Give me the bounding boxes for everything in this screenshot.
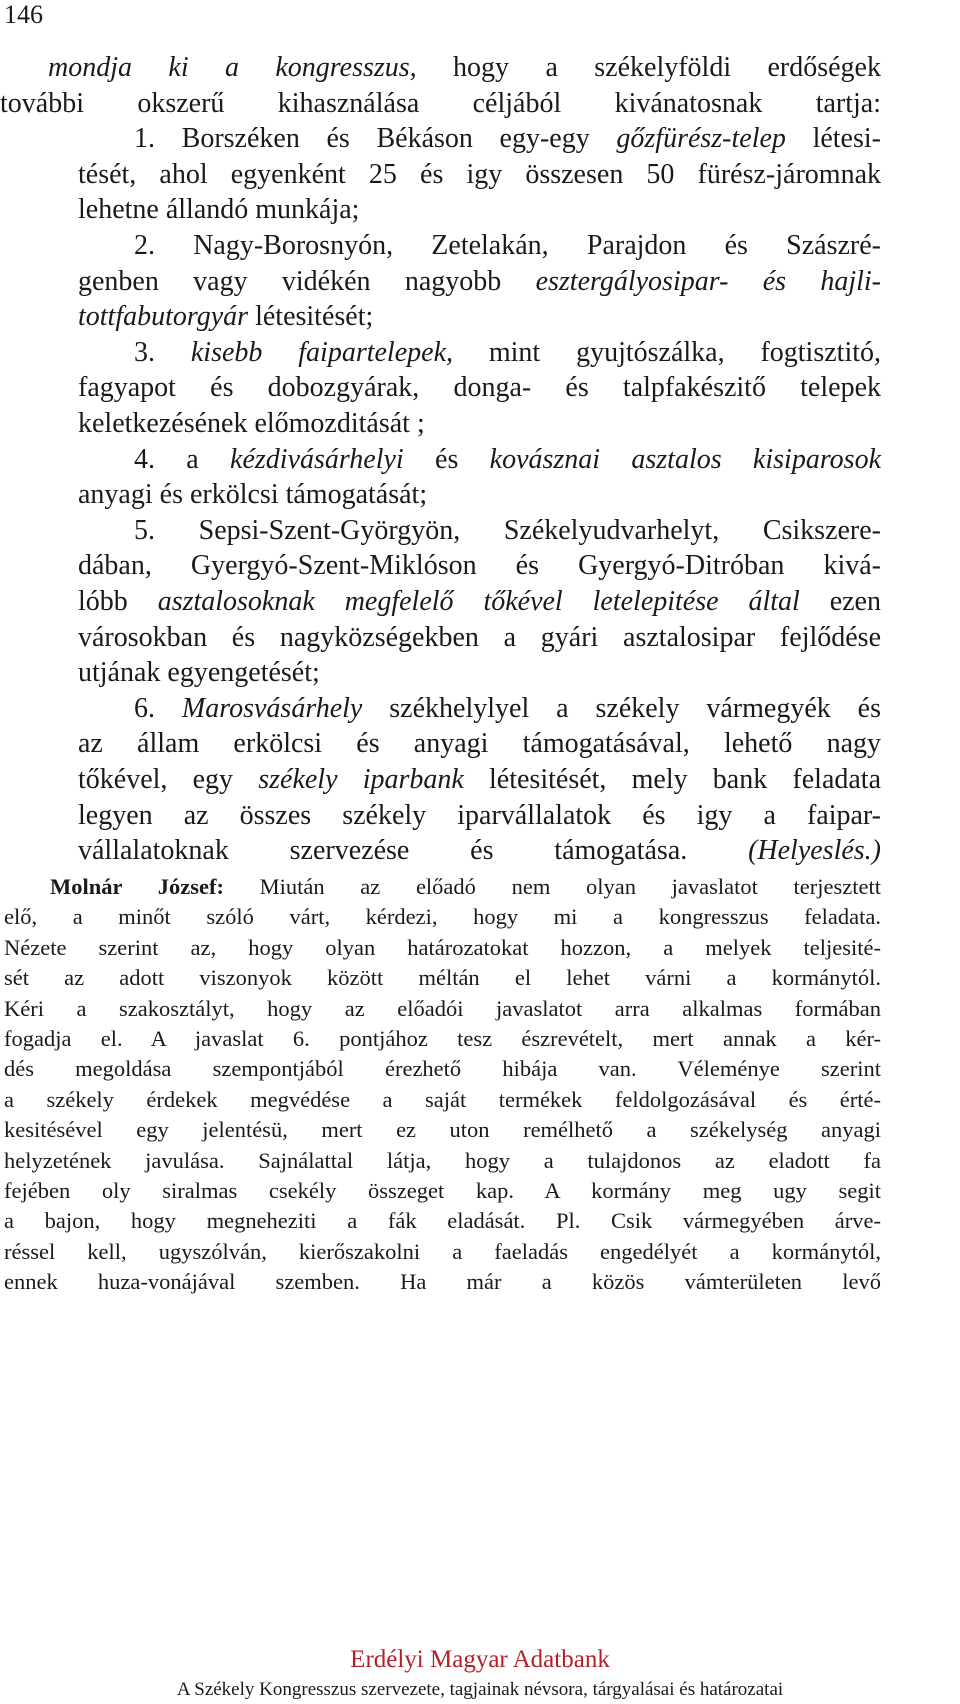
text-run: az állam erkölcsi és anyagi támogatásával, lehető nagy: [78, 728, 881, 760]
text-run: tőkével, egy: [78, 764, 259, 795]
text-run: 5. Sepsi-Szent-Györgyön, Székelyudvarhelyt, Csikszere-: [134, 514, 881, 546]
text-run: létesi-: [785, 123, 881, 155]
body-line: [134, 335, 881, 371]
body-line: [78, 798, 881, 834]
body-line: [134, 513, 881, 549]
speech-line: [50, 872, 881, 902]
speaker-name: Molnár József:: [50, 874, 224, 899]
speech-line: [4, 902, 881, 932]
text-run: dés megoldása szempontjából érezhető hibája van. Véleménye szerint: [4, 1056, 881, 1082]
speech-line: [4, 1115, 881, 1145]
text-run: sét az adott viszonyok között méltán el lehet várni a kormánytól.: [4, 965, 881, 991]
speech-line: [4, 1024, 881, 1054]
text-run: és: [403, 443, 490, 475]
body-line: [134, 691, 881, 727]
speech-paragraph: [4, 872, 881, 1298]
text-run: székhelylyel a székely vármegyék és: [362, 692, 881, 724]
body-line: [134, 121, 881, 157]
text-run: további okszerű kihasználása céljából kivánatosnak tartja:: [0, 87, 881, 119]
speech-line: [4, 1054, 881, 1084]
footer-brand: Erdélyi Magyar Adatbank: [350, 1646, 610, 1673]
body-line: [0, 86, 881, 122]
text-run: városokban és nagyközségekben a gyári asztalosipar fejlődése: [78, 621, 881, 653]
text-run: ennek huza-vonájával szemben. Ha már a közös vámterületen levő: [4, 1269, 881, 1295]
body-line: [48, 50, 881, 86]
text-run: réssel kell, ugyszólván, kierőszakolni a faeladás engedélyét a kormánytól,: [4, 1238, 881, 1264]
body-line: [78, 264, 881, 300]
emphasis-text: asztalosoknak megfelelő tőkével letelepitése által: [157, 586, 800, 617]
body-line: [78, 620, 881, 656]
text-run: 3.: [134, 336, 191, 368]
text-run: lehetne állandó munkája;: [78, 194, 360, 226]
body-line: [78, 548, 881, 584]
emphasis-text: mondja ki a kongresszus,: [48, 52, 417, 83]
body-line: [134, 442, 881, 478]
emphasis-text: tottfabutorgyár: [78, 301, 249, 333]
text-run: fogadja el. A javaslat 6. pontjához tesz észrevételt, mert annak a kér-: [4, 1026, 881, 1051]
speech-line: [4, 1176, 881, 1206]
speech-line: [4, 1237, 881, 1267]
speech-line: [4, 1146, 881, 1176]
speech-line: [4, 1267, 881, 1297]
text-run: utjának egyengetését;: [78, 657, 320, 689]
text-run: fejében oly siralmas csekély összeget kap. A kormány meg ugy segit: [4, 1178, 881, 1203]
text-run: 6.: [134, 692, 182, 724]
text-run: 4. a: [134, 443, 231, 475]
text-run: legyen az összes székely iparvállalatok és igy a faipar-: [78, 799, 881, 831]
emphasis-text: kézdivásárhelyi: [230, 443, 404, 475]
text-run: létesitését;: [248, 301, 374, 333]
text-run: Miután az előadó nem olyan javaslatot terjesztett: [223, 874, 881, 899]
text-run: a bajon, hogy megneheziti a fák eladását. Pl. Csik vármegyében árve-: [4, 1208, 881, 1234]
speech-line: [4, 963, 881, 993]
text-run: elő, a minőt szóló várt, kérdezi, hogy mi a kongresszus feladata.: [4, 904, 881, 930]
text-run: fagyapot és dobozgyárak, donga- és talpfakészitő telepek: [78, 372, 881, 404]
text-run: hogy a székelyföldi erdőségek: [416, 52, 881, 83]
emphasis-text: székely iparbank: [258, 764, 464, 795]
emphasis-text: gőzfürész-telep: [616, 123, 786, 155]
emphasis-text: Marosvásárhely: [181, 692, 363, 724]
text-run: keletkezésének előmozditását ;: [78, 408, 425, 439]
text-run: Nézete szerint az, hogy olyan határozatokat hozzon, a melyek teljesité-: [4, 934, 881, 960]
text-run: a székely érdekek megvédése a saját termékek feldolgozásával és érté-: [4, 1086, 881, 1112]
body-line: [78, 833, 881, 869]
emphasis-text: kovásznai asztalos kisiparosok: [489, 443, 882, 475]
text-run: kesitésével egy jelentésü, mert ez uton remélhető a székelység anyagi: [4, 1117, 881, 1143]
text-run: Kéri a szakosztályt, hogy az előadói javaslatot arra alkalmas formában: [4, 995, 881, 1021]
body-line: [78, 157, 881, 193]
body-line: [78, 655, 881, 691]
text-run: létesitését, mely bank feladata: [463, 764, 882, 795]
emphasis-text: (Helyeslés.): [748, 835, 881, 867]
resolution-text: [0, 50, 882, 869]
text-run: genben vagy vidékén nagyobb: [78, 265, 536, 297]
page-number: 146: [4, 0, 43, 29]
body-line: [78, 726, 881, 762]
body-line: [78, 477, 881, 513]
body-line: [134, 228, 881, 264]
speech-line: [4, 933, 881, 963]
text-run: anyagi és erkölcsi támogatását;: [78, 479, 428, 511]
body-line: [78, 762, 881, 798]
body-line: [78, 299, 881, 335]
text-run: 1. Borszéken és Békáson egy-egy: [134, 123, 617, 155]
body-line: [78, 584, 881, 620]
text-run: lóbb: [78, 586, 158, 617]
body-line: [78, 370, 881, 406]
emphasis-text: esztergályosipar- és hajli-: [535, 265, 881, 297]
speech-line: [4, 994, 881, 1024]
text-run: dában, Gyergyó-Szent-Miklóson és Gyergyó-Ditróban kivá-: [78, 550, 881, 582]
text-run: helyzetének javulása. Sajnálattal látja, hogy a tulajdonos az eladott fa: [4, 1147, 881, 1173]
text-run: ezen: [799, 586, 881, 617]
footer-book-title: A Székely Kongresszus szervezete, tagjainak névsora, tárgyalásai és határozatai: [176, 1679, 784, 1700]
speech-line: [4, 1085, 881, 1115]
speech-line: [4, 1206, 881, 1236]
text-run: 2. Nagy-Borosnyón, Zetelakán, Parajdon és Szászré-: [134, 230, 881, 261]
emphasis-text: kisebb faipartelepek,: [190, 336, 453, 368]
body-line: [78, 406, 881, 442]
text-run: vállalatoknak szervezése és támogatása.: [78, 835, 749, 867]
text-run: mint gyujtószálka, fogtisztitó,: [453, 336, 881, 368]
body-line: [78, 192, 881, 228]
text-run: tését, ahol egyenként 25 és igy összesen 50 fürész-járomnak: [78, 158, 881, 190]
